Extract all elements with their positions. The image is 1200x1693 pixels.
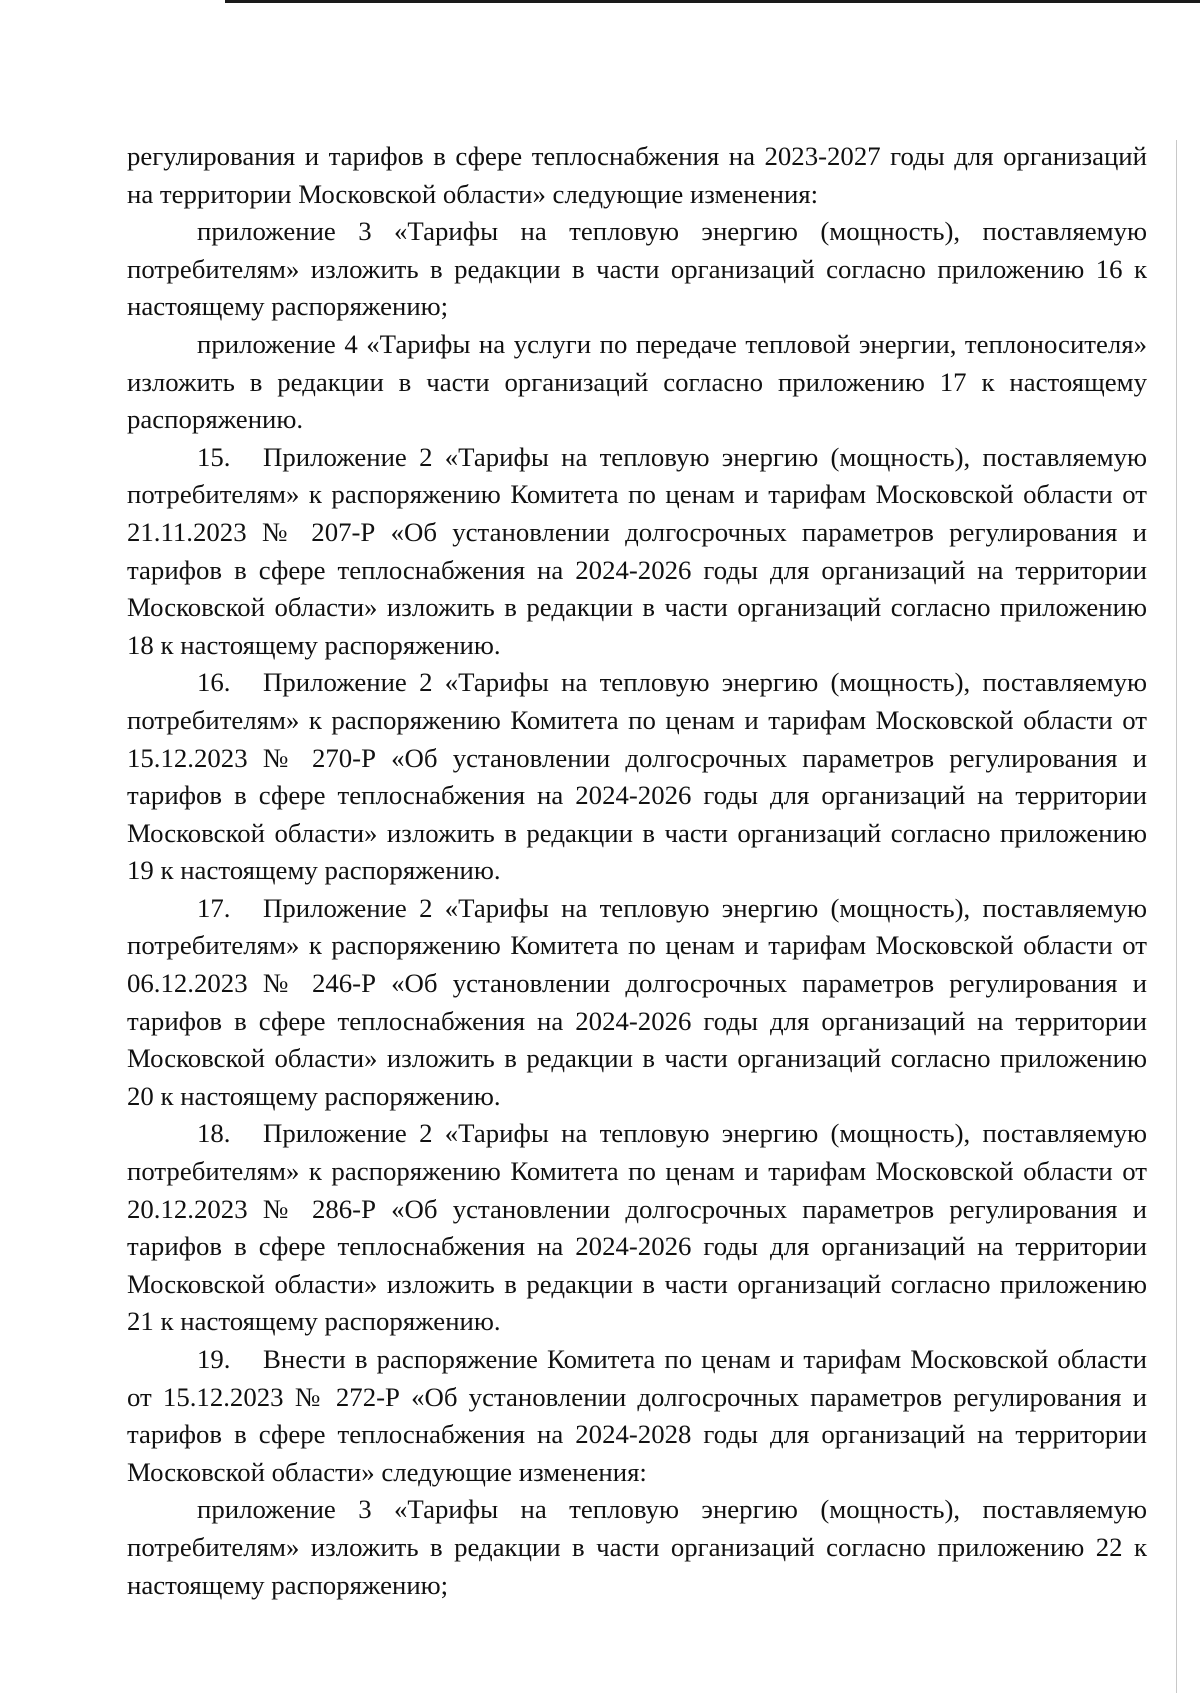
item-number: 19.: [197, 1344, 231, 1374]
item-number: 15.: [197, 441, 231, 472]
paragraph-appendix-3-second: [127, 1491, 1147, 1604]
paragraph-text: Внести в распоряжение Комитета по ценам и тарифам Московской области от 15.12.2023 № 272-Р «Об установлении долгосрочных параметров регулирования и тарифов в сфере теплоснабжения на 2024-2028 годы для организаций на территории Московской области» следующие изменения:: [127, 1344, 1147, 1487]
item-number: 18.: [197, 1118, 231, 1149]
paragraph-text: Приложение 2 «Тарифы на тепловую энергию (мощность), поставляемую потребителям» к распоряжению Комитета по ценам и тарифам Московской области от 21.11.2023 № 207-Р «Об установлении долгосрочных параметров регулирования и тарифов в сфере теплоснабжения на 2024-2026 годы для организаций на территории Московской области» изложить в редакции в части организаций согласно приложению 18 к настоящему распоряжению.: [127, 441, 1147, 660]
paragraph-continuation: [127, 138, 1147, 213]
paragraph-item-17: [127, 890, 1147, 1116]
paragraph-item-19: [127, 1341, 1147, 1491]
paragraph-appendix-3: [127, 213, 1147, 326]
paragraph-text: Приложение 2 «Тарифы на тепловую энергию (мощность), поставляемую потребителям» к распоряжению Комитета по ценам и тарифам Московской области от 20.12.2023 № 286-Р «Об установлении долгосрочных параметров регулирования и тарифов в сфере теплоснабжения на 2024-2026 годы для организаций на территории Московской области» изложить в редакции в части организаций согласно приложению 21 к настоящему распоряжению.: [127, 1118, 1147, 1337]
paragraph-text: Приложение 2 «Тарифы на тепловую энергию (мощность), поставляемую потребителям» к распоряжению Комитета по ценам и тарифам Московской области от 06.12.2023 № 246-Р «Об установлении долгосрочных параметров регулирования и тарифов в сфере теплоснабжения на 2024-2026 годы для организаций на территории Московской области» изложить в редакции в части организаций согласно приложению 20 к настоящему распоряжению.: [127, 892, 1147, 1111]
paragraph-text: приложение 3 «Тарифы на тепловую энергию (мощность), поставляемую потребителям» изложить в редакции в части организаций согласно приложению 22 к настоящему распоряжению;: [127, 1494, 1147, 1600]
paragraph-text: регулирования и тарифов в сфере теплоснабжения на 2023-2027 годы для организаций на территории Московской области» следующие изменения:: [127, 141, 1147, 209]
scan-top-edge: [225, 0, 1200, 3]
paragraph-item-16: [127, 664, 1147, 890]
document-body: [127, 138, 1147, 1604]
paragraph-text: приложение 4 «Тарифы на услуги по передаче тепловой энергии, теплоносителя» изложить в редакции в части организаций согласно приложению 17 к настоящему распоряжению.: [127, 328, 1147, 435]
paragraph-text: приложение 3 «Тарифы на тепловую энергию (мощность), поставляемую потребителям» изложить в редакции в части организаций согласно приложению 16 к настоящему распоряжению;: [127, 216, 1147, 322]
item-number: 17.: [197, 892, 231, 923]
paragraph-item-18: [127, 1115, 1147, 1341]
paragraph-appendix-4: [127, 326, 1147, 439]
scan-right-edge: [1176, 140, 1177, 1693]
item-number: 16.: [197, 667, 231, 698]
paragraph-text: Приложение 2 «Тарифы на тепловую энергию (мощность), поставляемую потребителям» к распоряжению Комитета по ценам и тарифам Московской области от 15.12.2023 № 270-Р «Об установлении долгосрочных параметров регулирования и тарифов в сфере теплоснабжения на 2024-2026 годы для организаций на территории Московской области» изложить в редакции в части организаций согласно приложению 19 к настоящему распоряжению.: [127, 667, 1147, 886]
paragraph-item-15: [127, 439, 1147, 665]
